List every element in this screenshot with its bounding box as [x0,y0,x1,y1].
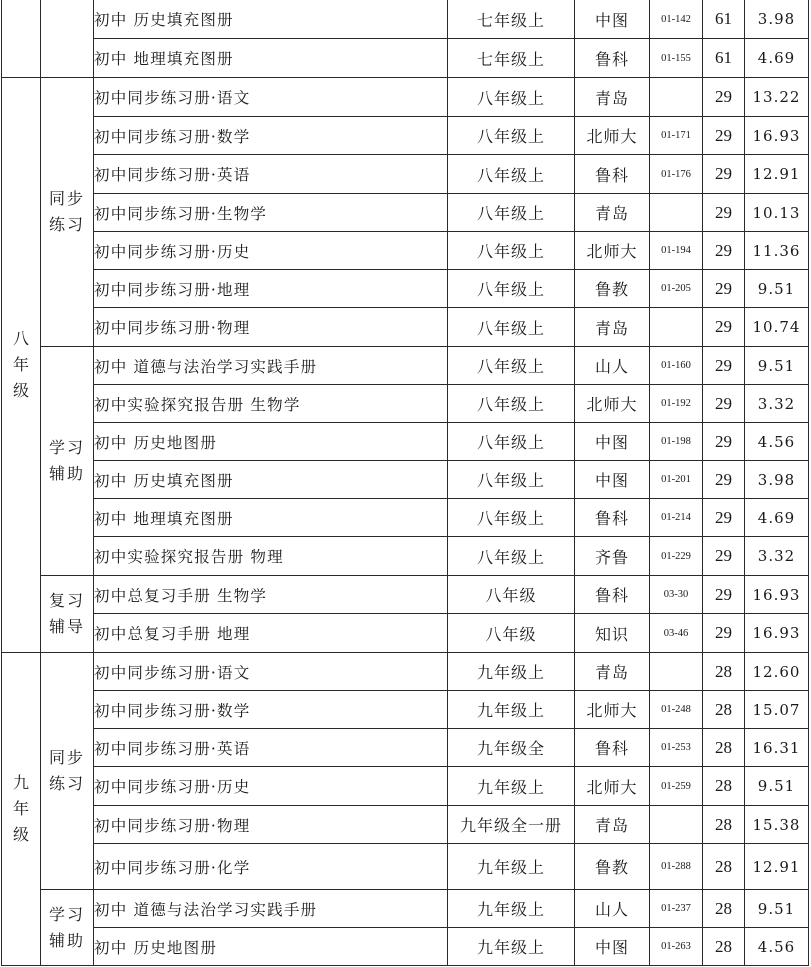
table-row [2,423,809,461]
volume-cell: 九年级上 [448,890,575,928]
book-title-cell: 初中同步练习册·语文 [94,78,448,117]
grade-cell-line: 级 [12,381,29,400]
category-cell [41,78,94,347]
book-title-cell: 初中 道德与法治学习实践手册 [94,890,448,928]
book-title-cell: 初中实验探究报告册 物理 [94,537,448,576]
book-title-cell: 初中 地理填充图册 [94,39,448,78]
catalog-code-cell: 01-205 [650,270,703,308]
volume-cell: 八年级上 [448,155,575,194]
table-row [2,614,809,653]
publisher-cell: 鲁科 [575,576,650,614]
table-row [2,308,809,347]
book-title-cell: 初中 地理填充图册 [94,499,448,537]
table-row [2,576,809,614]
category-cell-line: 练习 [48,774,85,793]
book-title-cell: 初中总复习手册 生物学 [94,576,448,614]
count-cell: 29 [703,499,745,537]
catalog-code-cell: 01-237 [650,890,703,928]
count-cell: 29 [703,347,745,385]
table-row [2,537,809,576]
book-title-cell: 初中同步练习册·数学 [94,117,448,155]
volume-cell: 九年级上 [448,691,575,729]
table-row [2,890,809,928]
volume-cell: 八年级上 [448,423,575,461]
table-row [2,78,809,117]
count-cell: 29 [703,78,745,117]
table-row [2,385,809,423]
publisher-cell: 北师大 [575,767,650,806]
publisher-cell: 青岛 [575,308,650,347]
count-cell: 29 [703,537,745,576]
category-cell-line: 同步 [48,748,85,767]
table-row [2,0,809,39]
table-row [2,117,809,155]
book-title-cell: 初中同步练习册·物理 [94,308,448,347]
publisher-cell: 齐鲁 [575,537,650,576]
category-cell-line: 练习 [48,215,85,234]
price-cell: 10.13 [745,194,809,232]
grade-cell [2,78,41,653]
publisher-cell: 中图 [575,461,650,499]
publisher-cell: 鲁科 [575,729,650,767]
price-cell: 4.56 [745,928,809,966]
count-cell: 61 [703,0,745,39]
catalog-code-cell: 01-288 [650,844,703,890]
volume-cell: 九年级全一册 [448,806,575,844]
volume-cell: 八年级上 [448,537,575,576]
book-title-cell: 初中实验探究报告册 生物学 [94,385,448,423]
volume-cell: 八年级上 [448,499,575,537]
table-row [2,347,809,385]
publisher-cell: 青岛 [575,194,650,232]
price-cell: 16.93 [745,614,809,653]
grade-cell-line: 年 [12,355,29,374]
category-cell [41,0,94,78]
catalog-code-cell: 01-192 [650,385,703,423]
table-row [2,691,809,729]
category-cell-line: 辅助 [48,930,85,950]
textbook-catalog-table [1,0,809,966]
price-cell: 3.98 [745,461,809,499]
grade-cell [2,0,41,78]
catalog-code-cell: 01-253 [650,729,703,767]
book-title-cell: 初中 道德与法治学习实践手册 [94,347,448,385]
publisher-cell: 青岛 [575,653,650,691]
catalog-code-cell: 01-259 [650,767,703,806]
price-cell: 16.93 [745,576,809,614]
count-cell: 29 [703,614,745,653]
grade-cell-line: 九 [12,773,29,792]
price-cell: 3.98 [745,0,809,39]
table-row [2,806,809,844]
volume-cell: 九年级全 [448,729,575,767]
volume-cell: 八年级上 [448,117,575,155]
catalog-code-cell [650,308,703,347]
volume-cell: 九年级上 [448,928,575,966]
volume-cell: 八年级上 [448,385,575,423]
volume-cell: 七年级上 [448,0,575,39]
table-row [2,155,809,194]
book-title-cell: 初中同步练习册·生物学 [94,194,448,232]
count-cell: 28 [703,890,745,928]
category-cell [41,890,94,966]
book-title-cell: 初中 历史地图册 [94,423,448,461]
publisher-cell: 北师大 [575,232,650,270]
table-row [2,928,809,966]
table-row [2,194,809,232]
price-cell: 15.07 [745,691,809,729]
catalog-code-cell: 01-214 [650,499,703,537]
publisher-cell: 青岛 [575,78,650,117]
catalog-code-cell: 03-30 [650,576,703,614]
catalog-code-cell [650,194,703,232]
publisher-cell: 北师大 [575,691,650,729]
volume-cell: 九年级上 [448,844,575,890]
catalog-code-cell: 01-201 [650,461,703,499]
table-row [2,767,809,806]
category-cell [41,347,94,576]
publisher-cell: 北师大 [575,117,650,155]
publisher-cell: 北师大 [575,385,650,423]
publisher-cell: 鲁科 [575,39,650,78]
publisher-cell: 鲁科 [575,155,650,194]
book-title-cell: 初中 历史填充图册 [94,461,448,499]
count-cell: 29 [703,308,745,347]
volume-cell: 八年级 [448,614,575,653]
count-cell: 28 [703,928,745,966]
count-cell: 29 [703,194,745,232]
price-cell: 9.51 [745,270,809,308]
volume-cell: 九年级上 [448,767,575,806]
volume-cell: 八年级上 [448,270,575,308]
table-row [2,39,809,78]
volume-cell: 八年级上 [448,461,575,499]
category-cell-line: 辅导 [48,617,85,636]
price-cell: 9.51 [745,347,809,385]
price-cell: 13.22 [745,78,809,117]
count-cell: 29 [703,576,745,614]
price-cell: 9.51 [745,767,809,806]
category-cell-line: 辅助 [48,464,85,483]
price-cell: 3.32 [745,385,809,423]
price-cell: 11.36 [745,232,809,270]
publisher-cell: 鲁教 [575,844,650,890]
price-cell: 15.38 [745,806,809,844]
catalog-code-cell: 01-194 [650,232,703,270]
publisher-cell: 山人 [575,347,650,385]
count-cell: 29 [703,270,745,308]
category-cell [41,653,94,890]
price-cell: 12.60 [745,653,809,691]
book-title-cell: 初中同步练习册·数学 [94,691,448,729]
grade-cell-line: 级 [12,825,29,844]
book-title-cell: 初中 历史地图册 [94,928,448,966]
category-cell-line: 复习 [48,591,85,610]
grade-cell-line: 年 [12,799,29,818]
book-title-cell: 初中同步练习册·历史 [94,767,448,806]
count-cell: 29 [703,155,745,194]
catalog-code-cell: 01-142 [650,0,703,39]
volume-cell: 八年级上 [448,194,575,232]
price-cell: 4.69 [745,499,809,537]
count-cell: 28 [703,767,745,806]
table-row [2,461,809,499]
catalog-code-cell [650,806,703,844]
table-row [2,270,809,308]
publisher-cell: 鲁科 [575,499,650,537]
grade-cell-line: 八 [12,329,29,348]
count-cell: 28 [703,653,745,691]
catalog-code-cell: 03-46 [650,614,703,653]
publisher-cell: 青岛 [575,806,650,844]
count-cell: 29 [703,461,745,499]
count-cell: 28 [703,844,745,890]
book-title-cell: 初中总复习手册 地理 [94,614,448,653]
book-title-cell: 初中 历史填充图册 [94,0,448,39]
publisher-cell: 鲁教 [575,270,650,308]
book-title-cell: 初中同步练习册·英语 [94,729,448,767]
category-cell [41,576,94,653]
catalog-code-cell: 01-198 [650,423,703,461]
volume-cell: 九年级上 [448,653,575,691]
table-row [2,653,809,691]
book-title-cell: 初中同步练习册·物理 [94,806,448,844]
catalog-code-cell: 01-171 [650,117,703,155]
count-cell: 28 [703,806,745,844]
catalog-code-cell: 01-229 [650,537,703,576]
volume-cell: 八年级 [448,576,575,614]
volume-cell: 七年级上 [448,39,575,78]
publisher-cell: 中图 [575,928,650,966]
publisher-cell: 中图 [575,423,650,461]
table-row [2,232,809,270]
catalog-code-cell: 01-155 [650,39,703,78]
count-cell: 29 [703,423,745,461]
count-cell: 29 [703,232,745,270]
price-cell: 9.51 [745,890,809,928]
category-cell-line: 学习 [48,904,85,924]
catalog-code-cell [650,653,703,691]
price-cell: 4.56 [745,423,809,461]
book-title-cell: 初中同步练习册·英语 [94,155,448,194]
book-title-cell: 初中同步练习册·化学 [94,844,448,890]
grade-cell [2,653,41,966]
publisher-cell: 山人 [575,890,650,928]
table-row [2,844,809,890]
category-cell-line: 学习 [48,438,85,457]
catalog-code-cell: 01-160 [650,347,703,385]
publisher-cell: 知识 [575,614,650,653]
category-cell-line: 同步 [48,189,85,208]
count-cell: 29 [703,117,745,155]
volume-cell: 八年级上 [448,232,575,270]
price-cell: 16.93 [745,117,809,155]
price-cell: 4.69 [745,39,809,78]
price-cell: 12.91 [745,155,809,194]
publisher-cell: 中图 [575,0,650,39]
price-cell: 10.74 [745,308,809,347]
book-title-cell: 初中同步练习册·历史 [94,232,448,270]
price-cell: 3.32 [745,537,809,576]
table-row [2,729,809,767]
volume-cell: 八年级上 [448,308,575,347]
volume-cell: 八年级上 [448,78,575,117]
count-cell: 28 [703,729,745,767]
count-cell: 61 [703,39,745,78]
book-title-cell: 初中同步练习册·语文 [94,653,448,691]
catalog-code-cell: 01-176 [650,155,703,194]
catalog-code-cell: 01-248 [650,691,703,729]
price-cell: 16.31 [745,729,809,767]
price-cell: 12.91 [745,844,809,890]
catalog-code-cell [650,78,703,117]
table-row [2,499,809,537]
count-cell: 28 [703,691,745,729]
book-title-cell: 初中同步练习册·地理 [94,270,448,308]
volume-cell: 八年级上 [448,347,575,385]
count-cell: 29 [703,385,745,423]
catalog-code-cell: 01-263 [650,928,703,966]
